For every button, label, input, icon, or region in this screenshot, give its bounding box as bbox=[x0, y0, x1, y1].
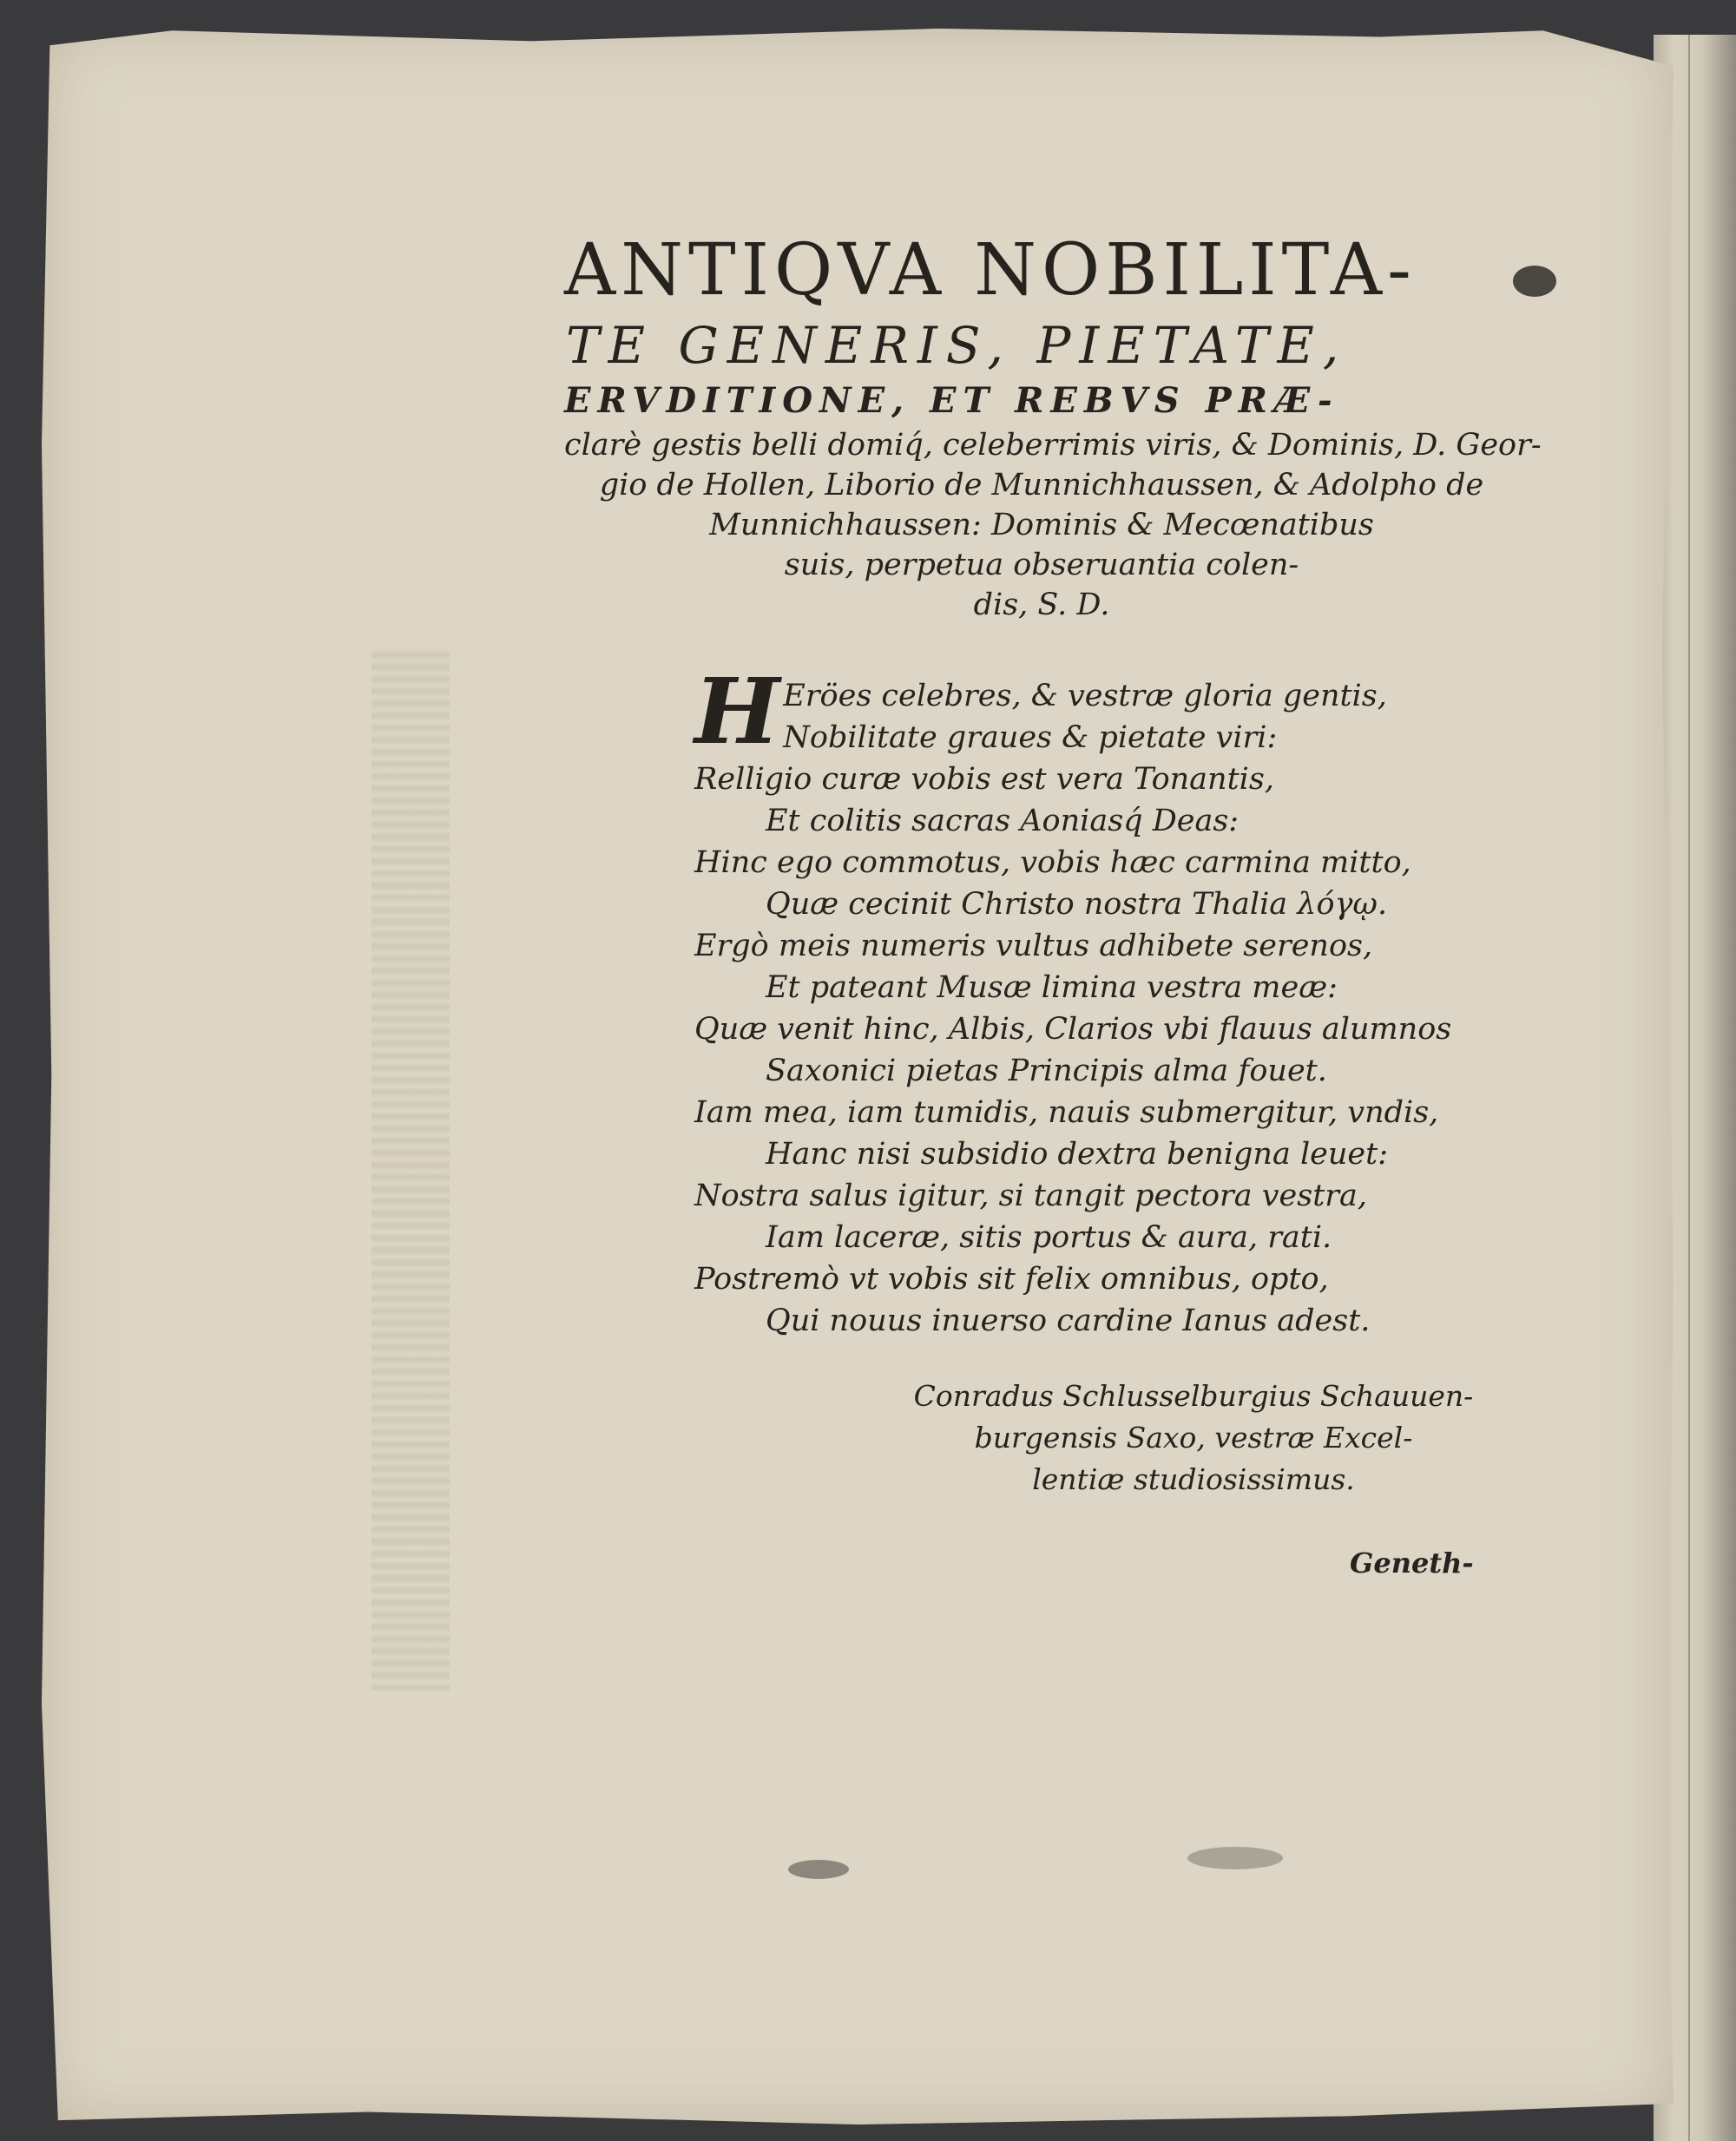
signature-line: burgensis Saxo, vestræ Excel- bbox=[974, 1421, 1413, 1455]
signature-line: lentiæ studiosissimus. bbox=[1032, 1462, 1355, 1496]
poem-line: Quæ venit hinc, Albis, Clarios vbi flauus alumnos bbox=[694, 1012, 1452, 1047]
dedication-text bbox=[564, 425, 1542, 625]
signature-line: Conradus Schlusselburgius Schauuen- bbox=[913, 1379, 1474, 1413]
poem-line: Postremò vt vobis sit felix omnibus, opto, bbox=[694, 1262, 1329, 1297]
poem-line: Qui nouus inuerso cardine Ianus adest. bbox=[766, 1304, 1371, 1338]
dedication-line: suis, perpetua obseruantia colen- bbox=[784, 548, 1299, 582]
poem-line: Hinc ego commotus, vobis hæc carmina mitto, bbox=[694, 845, 1411, 880]
ink-smudge bbox=[1187, 1847, 1283, 1869]
ink-smudge bbox=[788, 1860, 849, 1879]
poem-line: Ergò meis numeris vultus adhibete serenos, bbox=[694, 929, 1373, 963]
poem-line: Relligio curæ vobis est vera Tonantis, bbox=[694, 762, 1274, 797]
poem-line: Nobilitate graues & pietate viri: bbox=[783, 720, 1278, 755]
ink-blot bbox=[1513, 266, 1556, 297]
heading-line-3: ERVDITIONE, ET REBVS PRÆ- bbox=[564, 380, 1339, 421]
poem-line: Saxonici pietas Principis alma fouet. bbox=[766, 1054, 1327, 1088]
heading-line-1: ANTIQVA NOBILITA- bbox=[564, 229, 1417, 312]
heading-line-2: TE GENERIS, PIETATE, bbox=[566, 316, 1348, 375]
poem bbox=[694, 658, 1452, 1342]
dedication-line: clarè gestis belli domiq́, celeberrimis viris, & Dominis, D. Geor- bbox=[564, 428, 1542, 463]
poem-line: Hanc nisi subsidio dextra benigna leuet: bbox=[766, 1137, 1388, 1172]
dedication-line: gio de Hollen, Liborio de Munnichhaussen, & Adolpho de bbox=[599, 468, 1484, 502]
signature bbox=[911, 1376, 1476, 1501]
dedication-line: Munnichhaussen: Dominis & Mecœnatibus bbox=[709, 508, 1374, 542]
poem-line: Iam laceræ, sitis portus & aura, rati. bbox=[766, 1220, 1332, 1255]
poem-line: Quæ cecinit Christo nostra Thalia λόγῳ. bbox=[766, 887, 1388, 922]
poem-line: Iam mea, iam tumidis, nauis submergitur, vndis, bbox=[694, 1095, 1439, 1130]
drop-cap: H bbox=[694, 658, 780, 765]
dedication-line: dis, S. D. bbox=[973, 588, 1110, 622]
catchword: Geneth- bbox=[1350, 1547, 1474, 1579]
poem-first-line: Eröes celebres, & vestræ gloria gentis, bbox=[783, 679, 1387, 713]
poem-line: Et pateant Musæ limina vestra meæ: bbox=[766, 970, 1338, 1005]
poem-line: Nostra salus igitur, si tangit pectora vestra, bbox=[694, 1179, 1367, 1213]
poem-line: Et colitis sacras Aoniasq́ Deas: bbox=[766, 804, 1240, 838]
dedication-heading bbox=[564, 227, 1542, 625]
adjacent-page-fold bbox=[1688, 35, 1690, 2141]
